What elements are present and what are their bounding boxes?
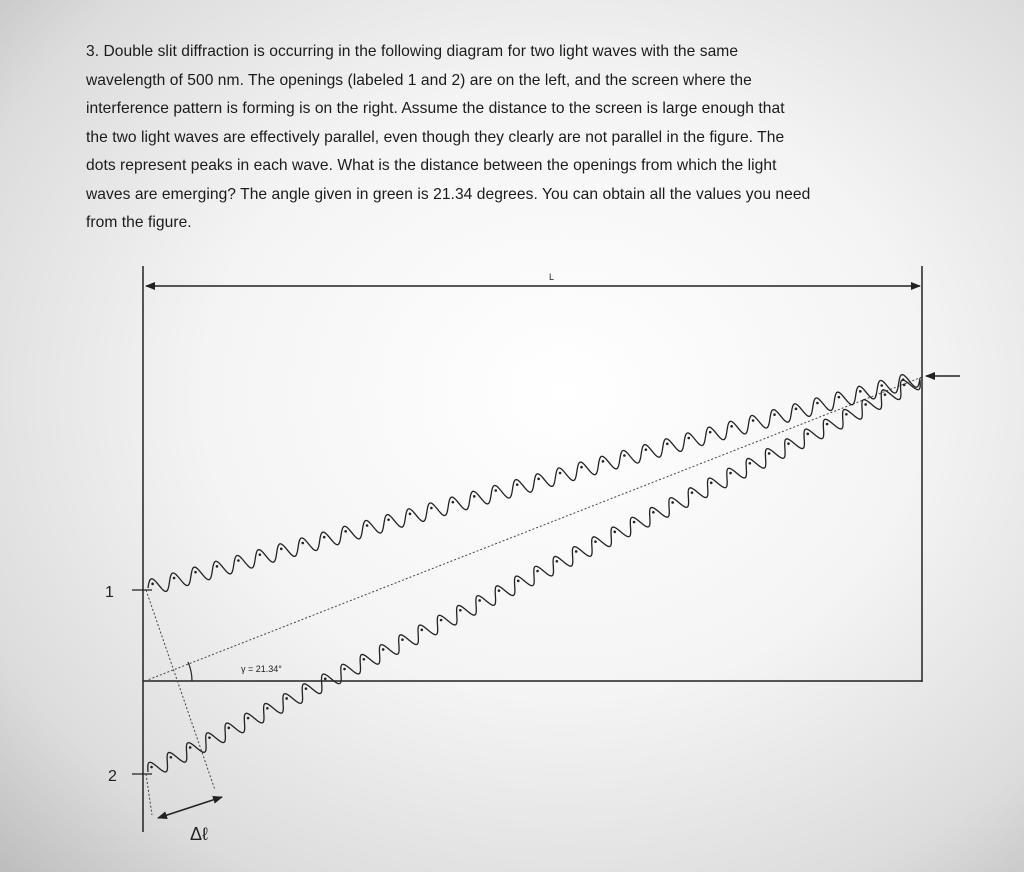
wave-peak-dot: [266, 707, 269, 710]
wave-peak-dot: [305, 687, 308, 690]
wave-peak-dot: [343, 668, 346, 671]
wave-peak-dot: [344, 530, 347, 533]
wave-peak-dot: [382, 648, 385, 651]
wave-peak-dot: [173, 577, 176, 580]
wave-peak-dot: [613, 531, 616, 534]
wave-peak-dot: [826, 423, 829, 426]
wave-peak-dot: [324, 678, 327, 681]
wave-peak-dot: [363, 658, 366, 661]
wave-peak-dot: [280, 548, 283, 551]
wave-peak-dot: [645, 448, 648, 451]
wave-peak-dot: [710, 482, 713, 485]
wave-peak-dot: [409, 513, 412, 516]
wave-peak-dot: [189, 746, 192, 749]
wave-peak-dot: [845, 413, 848, 416]
wave-path: [148, 380, 920, 772]
wave-peak-dot: [537, 478, 540, 481]
wave-peak-dot: [498, 589, 501, 592]
wave-peak-dot: [420, 629, 423, 632]
problem-line: dots represent peaks in each wave. What is the distance between the openings from which the light: [86, 157, 777, 174]
wave-path: [148, 375, 920, 592]
wave-peak-dot: [459, 609, 462, 612]
angle-label: γ = 21.34°: [241, 664, 282, 674]
wave-peak-dot: [666, 443, 669, 446]
wave-peak-dot: [150, 766, 153, 769]
wave-peak-dot: [478, 599, 481, 602]
wave-peak-dot: [594, 540, 597, 543]
wave-peak-dot: [285, 697, 288, 700]
wave-peak-dot: [652, 511, 655, 514]
wave-peak-dot: [602, 460, 605, 463]
wave-peak-dot: [237, 559, 240, 562]
wave-peak-dot: [768, 452, 771, 455]
problem-line: wavelength of 500 nm. The openings (labeled 1 and 2) are on the left, and the screen where the: [86, 71, 752, 89]
wave-peak-dot: [806, 433, 809, 436]
wave-peak-dot: [494, 489, 497, 492]
problem-line: the two light waves are effectively parallel, even though they clearly are not parallel in the figure. The: [86, 128, 785, 146]
problem-line: from the figure.: [86, 214, 192, 231]
wave-1: [148, 375, 920, 592]
wave-peak-dot: [473, 495, 476, 498]
wave-peak-dot: [227, 727, 230, 730]
wave-peak-dot: [623, 454, 626, 457]
path-difference-arrow: [158, 797, 222, 818]
wave-peak-dot: [216, 565, 219, 568]
wave-peak-dot: [452, 501, 455, 504]
problem-line: waves are emerging? The angle given in green is 21.34 degrees. You can obtain all the values you need: [86, 185, 811, 203]
wave-peak-dot: [795, 408, 798, 411]
wave-peak-dot: [671, 501, 674, 504]
wave-peak-dot: [556, 560, 559, 563]
wave-peak-dot: [194, 571, 197, 574]
wave-peak-dot: [691, 491, 694, 494]
wave-peak-dot: [559, 472, 562, 475]
wave-peak-dot: [301, 542, 304, 545]
wave-peak-dot: [884, 393, 887, 396]
wave-peak-dot: [170, 756, 173, 759]
wave-peak-dot: [516, 483, 519, 486]
wave-peak-dot: [440, 619, 443, 622]
wave-peak-dot: [151, 583, 154, 586]
wave-peak-dot: [880, 384, 883, 387]
angle-arc: [188, 662, 192, 681]
wave-peak-dot: [903, 384, 906, 387]
wave-peak-dot: [729, 472, 732, 475]
wave-peak-dot: [208, 736, 211, 739]
wave-2: [148, 380, 920, 772]
problem-line: 3. Double slit diffraction is occurring in the following diagram for two light waves with the same: [86, 43, 739, 60]
wave-peak-dot: [709, 431, 712, 434]
wave-peak-dot: [430, 507, 433, 510]
wave-peak-dot: [366, 524, 369, 527]
wave-peak-dot: [259, 553, 262, 556]
wave-peak-dot: [816, 402, 819, 405]
wave-peak-dot: [838, 396, 841, 399]
slit-2-guide: [146, 774, 152, 815]
wave-peak-dot: [730, 425, 733, 428]
wave-peak-dot: [247, 717, 250, 720]
wave-peak-dot: [752, 419, 755, 422]
problem-line: interference pattern is forming is on the right. Assume the distance to the screen is large enough that: [86, 100, 785, 117]
center-ray: [145, 377, 922, 681]
wave-peak-dot: [633, 521, 636, 524]
wave-peak-dot: [517, 580, 520, 583]
wave-peak-dot: [580, 466, 583, 469]
slit-1-label: 1: [105, 584, 114, 601]
wave-peak-dot: [773, 413, 776, 416]
wave-peak-dot: [323, 536, 326, 539]
wave-peak-dot: [864, 403, 867, 406]
wave-peak-dot: [536, 570, 539, 573]
wave-peak-dot: [787, 442, 790, 445]
wave-peak-dot: [387, 518, 390, 521]
wave-peak-dot: [401, 638, 404, 641]
wave-peak-dot: [687, 437, 690, 440]
wave-peak-dot: [859, 390, 862, 393]
path-difference-label: Δℓ: [190, 824, 208, 844]
wave-peak-dot: [575, 550, 578, 553]
slit-2-label: 2: [108, 768, 117, 785]
wave-peak-dot: [749, 462, 752, 465]
distance-label: L: [549, 272, 555, 282]
